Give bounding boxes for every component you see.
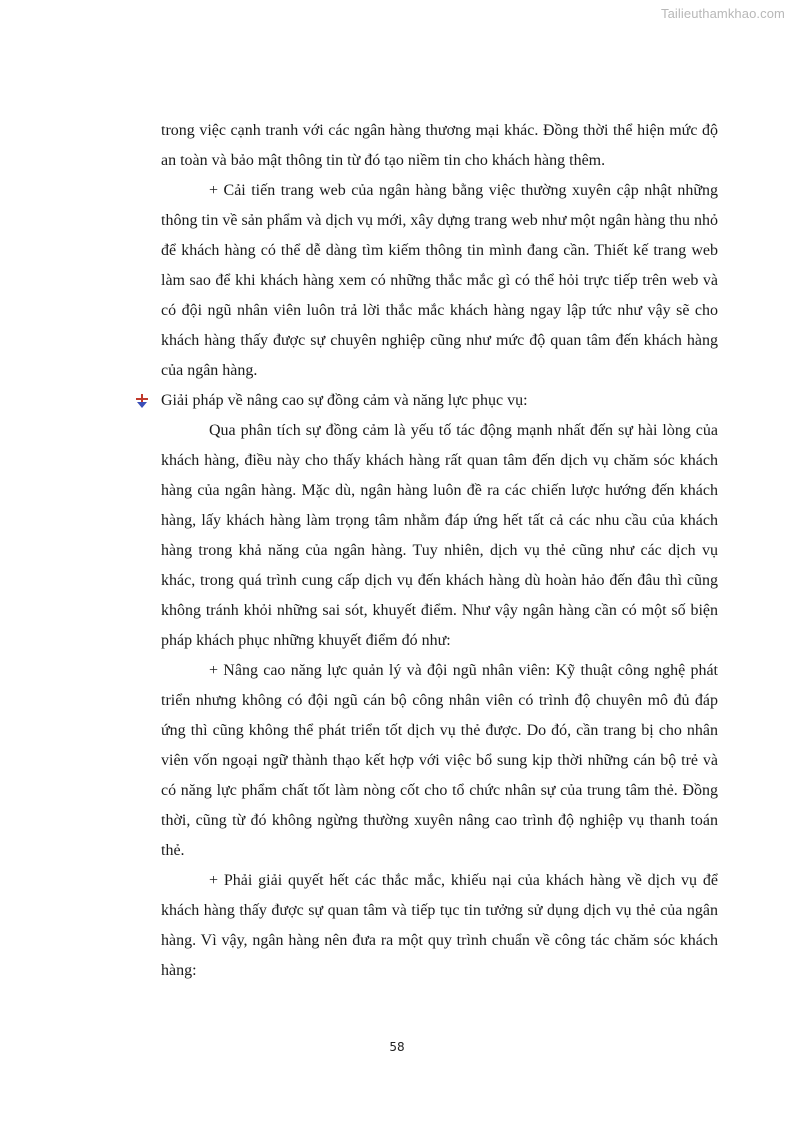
document-body [161, 116, 718, 986]
paragraph-complaint-handling: + Phải giải quyết hết các thắc mắc, khiếu nại của khách hàng về dịch vụ để khách hàng thấy được sự quan tâm và tiếp tục tin tưởng sử dụng dịch vụ thẻ của ngân hàng. Vì vậy, ngân hàng nên đưa ra một quy trình chuẩn về công tác chăm sóc khách hàng: [161, 872, 718, 979]
paragraph-staff-capacity: + Nâng cao năng lực quản lý và đội ngũ nhân viên: Kỹ thuật công nghệ phát triển nhưng không có đội ngũ cán bộ công nhân viên có trình độ chuyên mô đủ đáp ứng thì cũng không thể phát triển tốt dịch vụ thẻ được. Do đó, cần trang bị cho nhân viên vốn ngoại ngữ thành thạo kết hợp với việc bổ sung kịp thời những cán bộ trẻ và có năng lực phẩm chất tốt làm nòng cốt cho tổ chức nhân sự của trung tâm thẻ. Đồng thời, cũng từ đó không ngừng thường xuyên nâng cao trình độ nghiệp vụ thanh toán thẻ. [161, 662, 718, 859]
paragraph-empathy-analysis: Qua phân tích sự đồng cảm là yếu tố tác động mạnh nhất đến sự hài lòng của khách hàng, điều này cho thấy khách hàng rất quan tâm đến dịch vụ chăm sóc khách hàng của ngân hàng. Mặc dù, ngân hàng luôn đề ra các chiến lược hướng đến khách hàng, lấy khách hàng làm trọng tâm nhằm đáp ứng hết tất cả các nhu cầu của khách hàng trong khả năng của ngân hàng. Tuy nhiên, dịch vụ thẻ cũng như các dịch vụ khác, trong quá trình cung cấp dịch vụ đến khách hàng dù hoàn hảo đến đâu thì cũng không tránh khỏi những sai sót, khuyết điểm. Như vậy ngân hàng cần có một số biện pháp khách phục những khuyết điểm đó như: [161, 422, 718, 649]
site-watermark: Tailieuthamkhao.com [660, 6, 785, 21]
page-number: 58 [389, 1040, 405, 1054]
paragraph-web-improvement: + Cải tiến trang web của ngân hàng bằng việc thường xuyên cập nhật những thông tin về sản phẩm và dịch vụ mới, xây dựng trang web như một ngân hàng thu nhỏ để khách hàng có thể dễ dàng tìm kiếm thông tin mình đang cần. Thiết kế trang web làm sao để khi khách hàng xem có những thắc mắc gì có thể hỏi trực tiếp trên web và có đội ngũ nhân viên luôn trả lời thắc mắc khách hàng ngay lập tức như vậy sẽ cho khách hàng thấy được sự chuyên nghiệp cũng như mức độ quan tâm đến khách hàng của ngân hàng. [161, 182, 718, 379]
paragraph-continuation: trong việc cạnh tranh với các ngân hàng thương mại khác. Đồng thời thể hiện mức độ an toàn và bảo mật thông tin từ đó tạo niềm tin cho khách hàng thêm. [161, 122, 718, 169]
section-heading-empathy [161, 386, 718, 416]
down-arrow-cross-bullet-icon [135, 394, 149, 408]
section-heading-text: Giải pháp về nâng cao sự đồng cảm và năng lực phục vụ: [161, 392, 528, 409]
